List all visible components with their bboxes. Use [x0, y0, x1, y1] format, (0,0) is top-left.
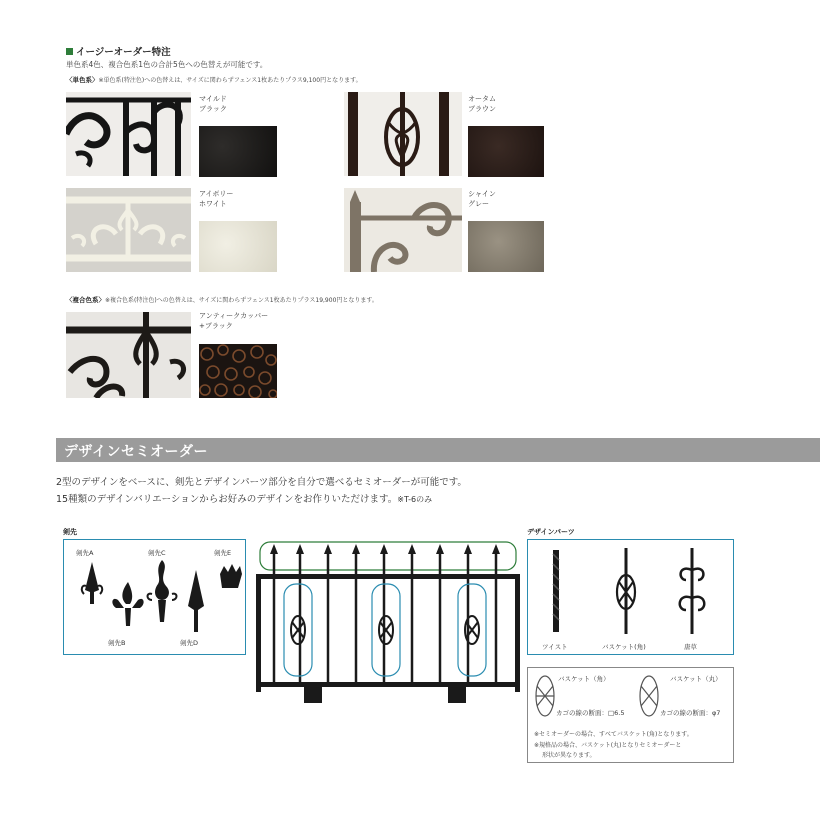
basket-note-3: 形状が異なります。	[542, 752, 596, 759]
shine-gray-swatch	[468, 221, 544, 272]
finial-d-icon	[188, 570, 204, 632]
finial-e-label: 剣先E	[214, 549, 232, 557]
finial-a-icon	[85, 562, 99, 604]
green-square-icon	[66, 48, 73, 55]
karakusa-part-icon	[680, 548, 705, 634]
basket-note-1: ※セミオーダーの場合、すべてバスケット(角)となります。	[534, 731, 693, 738]
twist-label: ツイスト	[542, 643, 568, 651]
finial-b-icon	[112, 582, 143, 626]
color-name-antique-copper: アンティークカッパー +ブラック	[199, 312, 269, 330]
basket-round-icon	[638, 674, 660, 718]
antique-copper-fence-photo	[66, 312, 191, 398]
composite-color-note: 〈複合色系〉※複合色系(特注色)への色替えは、サイズに関わらずフェンス1枚あたりプラス19,900円となります。	[66, 296, 378, 304]
basket-square-icon	[534, 674, 556, 718]
color-name-mild-black: マイルド ブラック	[199, 95, 227, 113]
single-color-note: 〈単色系〉※単色系(特注色)への色替えは、サイズに関わらずフェンス1枚あたりプラス9,100円となります。	[66, 76, 362, 84]
autumn-brown-swatch	[468, 126, 544, 177]
finial-d-label: 剣先D	[180, 639, 199, 647]
finial-e-icon	[220, 564, 242, 588]
design-semi-order-banner: デザインセミオーダー	[56, 438, 820, 462]
antique-copper-swatch	[199, 344, 277, 398]
easy-order-desc: 単色系4色、複合色系1色の合計5色への色替えが可能です。	[66, 60, 268, 69]
mild-black-swatch	[199, 126, 277, 177]
color-name-autumn-brown: オータム ブラウン	[468, 95, 496, 113]
finial-a-label: 剣先A	[76, 549, 94, 557]
basket-square-spec: カゴの線の断面：□6.5	[556, 709, 625, 717]
color-name-shine-gray: シャイン グレー	[468, 190, 496, 208]
color-name-ivory-white: アイボリー ホワイト	[199, 190, 234, 208]
twist-part-icon	[553, 550, 559, 632]
basket-round-title: バスケット（丸）	[670, 675, 722, 683]
finial-shapes	[72, 560, 242, 638]
finial-highlight-outline	[260, 542, 516, 570]
finial-c-label: 剣先C	[148, 549, 166, 557]
shine-gray-fence-photo	[344, 188, 462, 272]
basket-info-box	[527, 667, 734, 763]
basket-square-part-icon	[617, 548, 635, 634]
design-parts-title: デザインパーツ	[527, 528, 575, 536]
basket-square-title: バスケット（角）	[558, 675, 610, 683]
semi-order-desc-1: 2型のデザインをベースに、剣先とデザインパーツ部分を自分で選べるセミオーダーが可能です。	[56, 477, 467, 488]
design-parts-box	[527, 539, 734, 655]
design-parts-shapes	[528, 540, 735, 640]
finial-b-label: 剣先B	[108, 639, 126, 647]
easy-order-heading: イージーオーダー特注	[66, 44, 171, 58]
karakusa-label: 唐草	[684, 643, 697, 651]
semi-order-desc-2: 15種類のデザインバリエーションからお好みのデザインをお作りいただけます。※T-6のみ	[56, 494, 433, 505]
ivory-white-fence-photo	[66, 188, 191, 272]
basket-round-spec: カゴの線の断面：φ7	[660, 709, 721, 717]
ivory-white-swatch	[199, 221, 277, 272]
finial-c-icon	[155, 560, 169, 622]
basket-note-2: ※規格品の場合、バスケット(丸)となりセミオーダーと	[534, 742, 682, 749]
autumn-brown-fence-photo	[344, 92, 462, 176]
finials-title: 剣先	[63, 528, 77, 536]
fence-diagram	[252, 538, 524, 710]
finials-box	[63, 539, 246, 655]
mild-black-fence-photo	[66, 92, 191, 176]
basket-square-label: バスケット(角)	[602, 643, 646, 651]
